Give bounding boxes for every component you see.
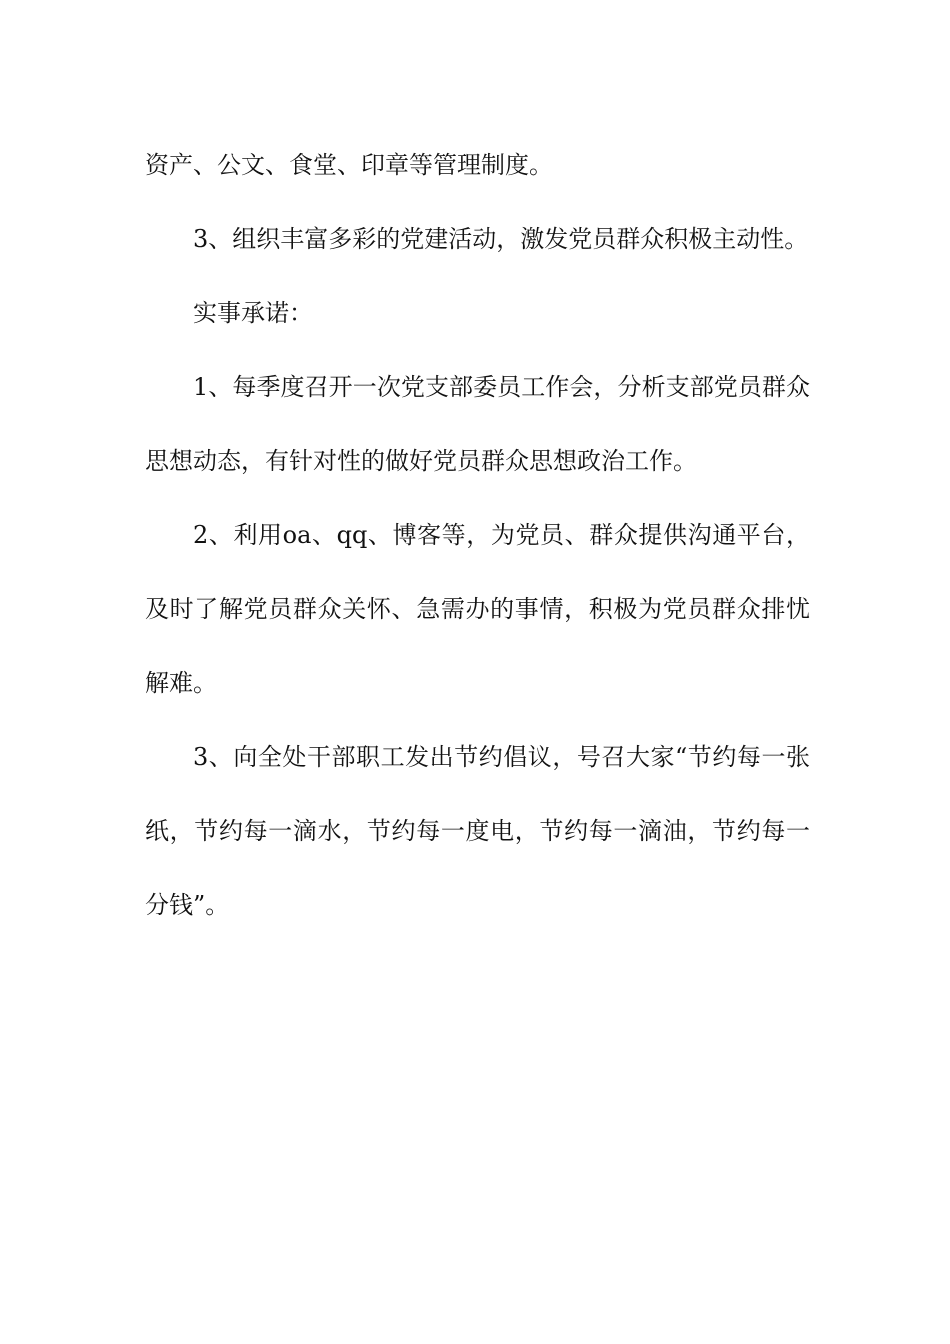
paragraph-pledge-1: 1、每季度召开一次党支部委员工作会，分析支部党员群众思想动态，有针对性的做好党员群众思想政治工作。 xyxy=(145,373,810,475)
paragraph-pledge-2: 2、利用oa、qq、博客等，为党员、群众提供沟通平台，及时了解党员群众关怀、急需办的事情，积极为党员群众排忧解难。 xyxy=(145,521,810,697)
paragraph-activities: 3、组织丰富多彩的党建活动，激发党员群众积极主动性。 xyxy=(193,225,809,253)
paragraph-continuation: 资产、公文、食堂、印章等管理制度。 xyxy=(145,151,553,179)
document-page xyxy=(145,128,810,942)
paragraph-pledge-3: 3、向全处干部职工发出节约倡议，号召大家“节约每一张纸，节约每一滴水，节约每一度电，节约每一滴油，节约每一分钱”。 xyxy=(145,743,810,919)
section-heading: 实事承诺： xyxy=(193,299,313,327)
